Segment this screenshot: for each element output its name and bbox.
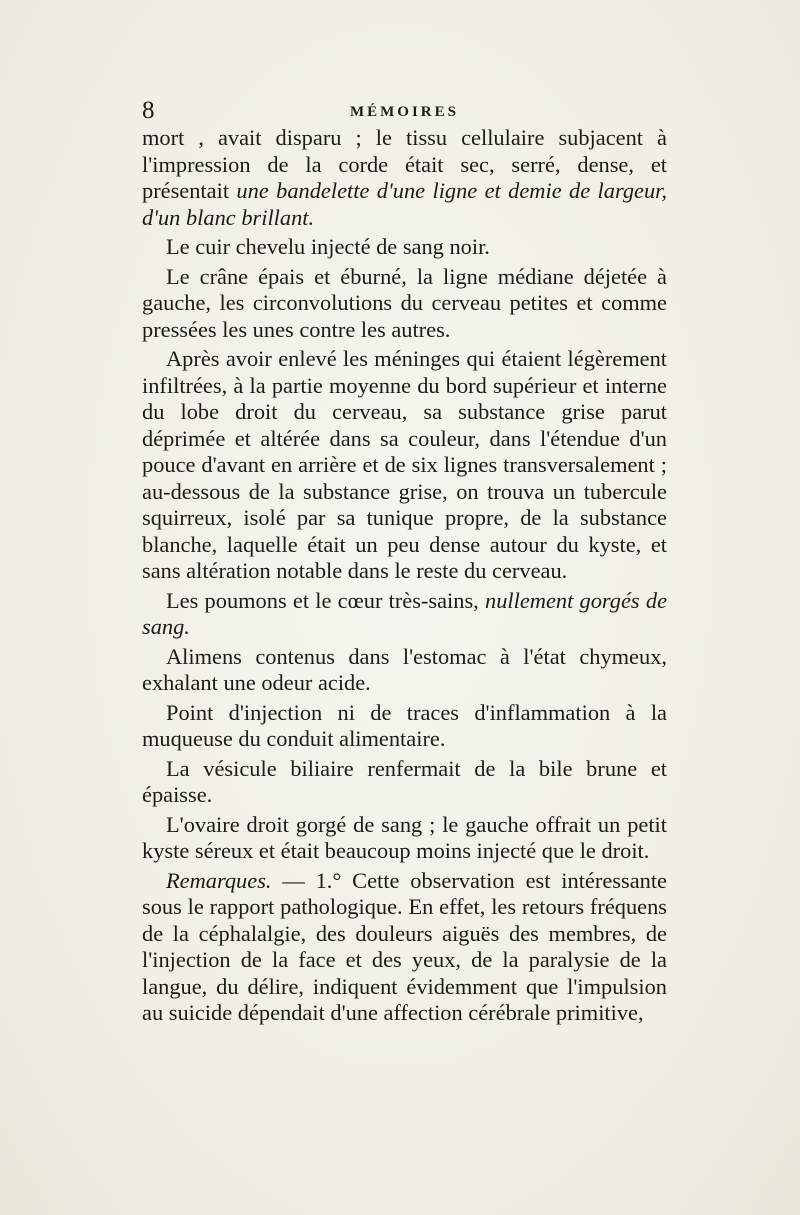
- remarks-heading: Remarques.: [166, 867, 272, 893]
- remarks-text: — 1.° Cette observation est intéressante sous le rapport pathologique. En effet, les retours fréquens de la céphalalgie, des douleurs aiguës des membres, de l'injection de la face et des yeux, de la paralysie de la langue, du délire, indiquent évidemment que l'impulsion au suicide dépendait d'une affection cérébrale primitive,: [142, 867, 667, 1025]
- paragraph-ovary: L'ovaire droit gorgé de sang ; le gauche offrait un petit kyste séreux et était beaucoup moins injecté que le droit.: [142, 811, 667, 863]
- page-header: [142, 96, 667, 126]
- lungs-italic-text: nullement gorgés de sang.: [142, 587, 668, 639]
- lungs-text: Les poumons et le cœur très-sains,: [166, 587, 486, 613]
- paragraph-remarks: [142, 868, 667, 1027]
- page-number: 8: [142, 97, 155, 124]
- paragraph-lungs: [142, 588, 667, 641]
- running-title: MÉMOIRES: [349, 104, 459, 120]
- paragraph-gallbladder: La vésicule biliaire renfermait de la bile brune et épaisse.: [142, 755, 667, 807]
- intro-italic-text: une bandelette d'une ligne et demie de largeur, d'un blanc brillant.: [142, 178, 667, 230]
- paragraph-scalp: Le cuir chevelu injecté de sang noir.: [166, 234, 490, 259]
- paragraph-meninges: Après avoir enlevé les méninges qui étaient légèrement infiltrées, à la partie moyenne du bord supérieur et interne du lobe droit du cerveau, sa substance grise parut déprimée et altérée dans sa couleur, dans l'étendue d'un pouce d'avant en arrière et de six lignes transversalement ; au-dessous de la substance grise, on trouva un tubercule squirreux, isolé par sa tunique propre, de la substance blanche, laquelle était un peu dense autour du kyste, et sans altération notable dans le reste du cerveau.: [142, 346, 667, 583]
- paragraph-injection: Point d'injection ni de traces d'inflammation à la muqueuse du conduit alimentaire.: [142, 699, 667, 751]
- intro-text: mort , avait disparu ; le tissu cellulaire subjacent à l'impression de la corde était sec, serré, dense, et présentait: [142, 125, 667, 203]
- paragraph-stomach: Alimens contenus dans l'estomac à l'état chymeux, exhalant une odeur acide.: [142, 643, 667, 695]
- paragraph-skull: Le crâne épais et éburné, la ligne médiane déjetée à gauche, les circonvolutions du cerveau petites et comme pressées les unes contre les autres.: [142, 263, 667, 342]
- body-text: [142, 125, 667, 1027]
- paragraph-intro: [142, 125, 667, 231]
